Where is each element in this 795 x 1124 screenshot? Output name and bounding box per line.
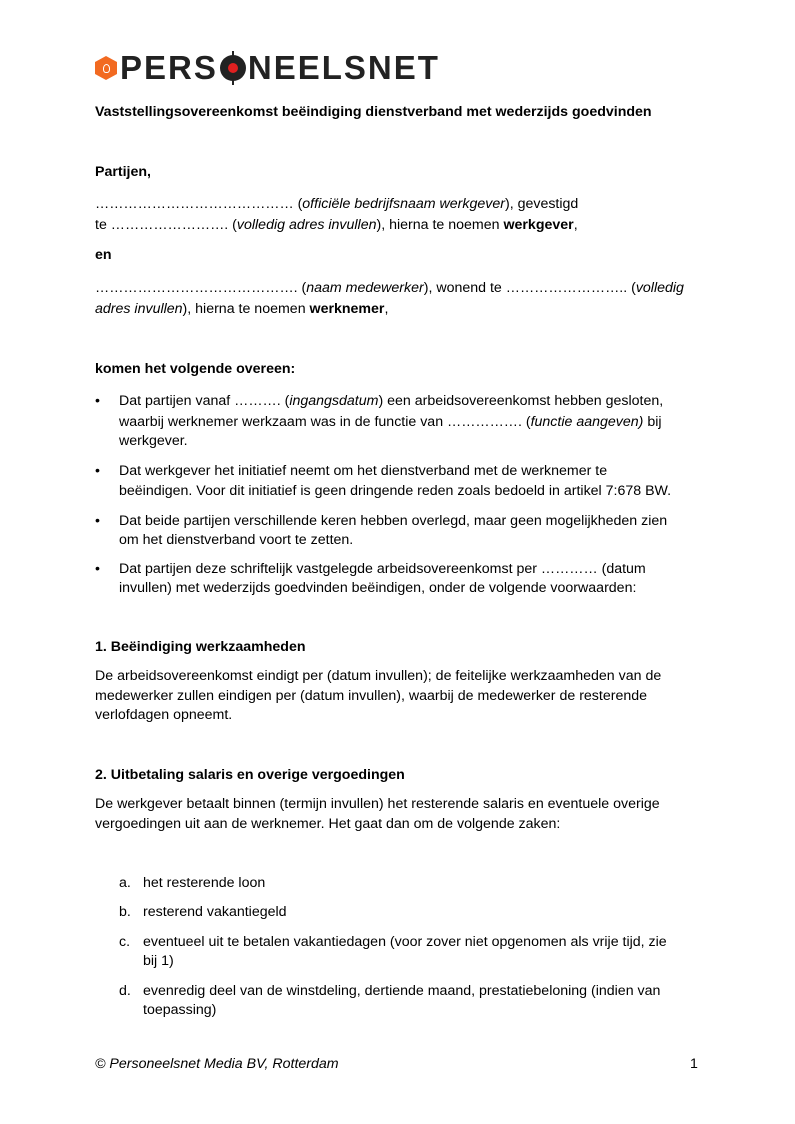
bullet2-line2: beëindigen. Voor dit initiatief is geen dringende reden zoals bedoeld in artikel 7:678 BW.: [119, 483, 672, 499]
document-title: Vaststellingsovereenkomst beëindiging dienstverband met wederzijds goedvinden: [95, 104, 652, 120]
party2-line2: adres invullen), hierna te noemen werknemer,: [95, 301, 389, 317]
bullet4-line2: invullen) met wederzijds goedvinden beëindigen, onder de volgende voorwaarden:: [119, 580, 637, 596]
page-number: 1: [690, 1056, 698, 1072]
party1-line1: …………………………………… (officiële bedrijfsnaam werkgever), gevestigd: [95, 196, 579, 212]
section2-line2: vergoedingen uit aan de werknemer. Het gaat dan om de volgende zaken:: [95, 816, 561, 832]
footer-copyright: © Personeelsnet Media BV, Rotterdam: [95, 1056, 339, 1072]
bullet1-line3: werkgever.: [119, 433, 188, 449]
list-item-text-cont: bij 1): [143, 953, 174, 969]
bullet2-line1: Dat werkgever het initiatief neemt om het dienstverband met de werknemer te: [119, 463, 608, 479]
bullet3-line2: om het dienstverband voort te zetten.: [119, 532, 354, 548]
bullet1-line1: Dat partijen vanaf ………. (ingangsdatum) een arbeidsovereenkomst hebben gesloten,: [119, 393, 664, 409]
and-label: en: [95, 247, 112, 263]
list-item-text: evenredig deel van de winstdeling, dertiende maand, prestatiebeloning (indien van: [143, 983, 661, 999]
party1-line2: te ……………………. (volledig adres invullen), hierna te noemen werkgever,: [95, 217, 578, 233]
list-item-text: eventueel uit te betalen vakantiedagen (voor zover niet opgenomen als vrije tijd, zie: [143, 934, 667, 950]
list-item-text-cont: toepassing): [143, 1002, 217, 1018]
section1-line1: De arbeidsovereenkomst eindigt per (datum invullen); de feitelijke werkzaamheden van de: [95, 668, 662, 684]
bullet-symbol: •: [95, 561, 100, 577]
party2-line1: ……………………………………. (naam medewerker), wonend te …………………….. (volledig: [95, 280, 684, 296]
section1-heading: 1. Beëindiging werkzaamheden: [95, 639, 306, 655]
section2-heading: 2. Uitbetaling salaris en overige vergoedingen: [95, 767, 405, 783]
logo-target-icon: [220, 55, 246, 81]
bullet-symbol: •: [95, 513, 100, 529]
bullet-symbol: •: [95, 463, 100, 479]
personeelsnet-logo: [95, 50, 440, 86]
bullet3-line1: Dat beide partijen verschillende keren hebben overlegd, maar geen mogelijkheden zien: [119, 513, 668, 529]
section2-line1: De werkgever betaalt binnen (termijn invullen) het resterende salaris en eventuele overige: [95, 796, 660, 812]
parties-heading: Partijen,: [95, 164, 151, 180]
section1-line3: verlofdagen opneemt.: [95, 707, 233, 723]
list-item-letter: a.: [119, 875, 131, 891]
logo-wordmark: [120, 50, 440, 86]
list-item-letter: c.: [119, 934, 131, 950]
bullet1-line2: waarbij werknemer werkzaam was in de functie van ……………. (functie aangeven) bij: [119, 414, 662, 430]
bullet-symbol: •: [95, 393, 100, 409]
logo-text-part2: NEELSNET: [247, 49, 440, 86]
list-item-letter: d.: [119, 983, 131, 999]
list-item-text: het resterende loon: [143, 875, 266, 891]
section1-line2: medewerker zullen eindigen per (datum invullen), waarbij de medewerker de resterende: [95, 688, 648, 704]
list-item-letter: b.: [119, 904, 131, 920]
agreement-heading: komen het volgende overeen:: [95, 361, 296, 377]
logo-text-part1: PERS: [120, 49, 218, 86]
bullet4-line1: Dat partijen deze schriftelijk vastgelegde arbeidsovereenkomst per ………… (datum: [119, 561, 646, 577]
list-item-text: resterend vakantiegeld: [143, 904, 287, 920]
logo-hexagon-icon: [95, 56, 117, 80]
